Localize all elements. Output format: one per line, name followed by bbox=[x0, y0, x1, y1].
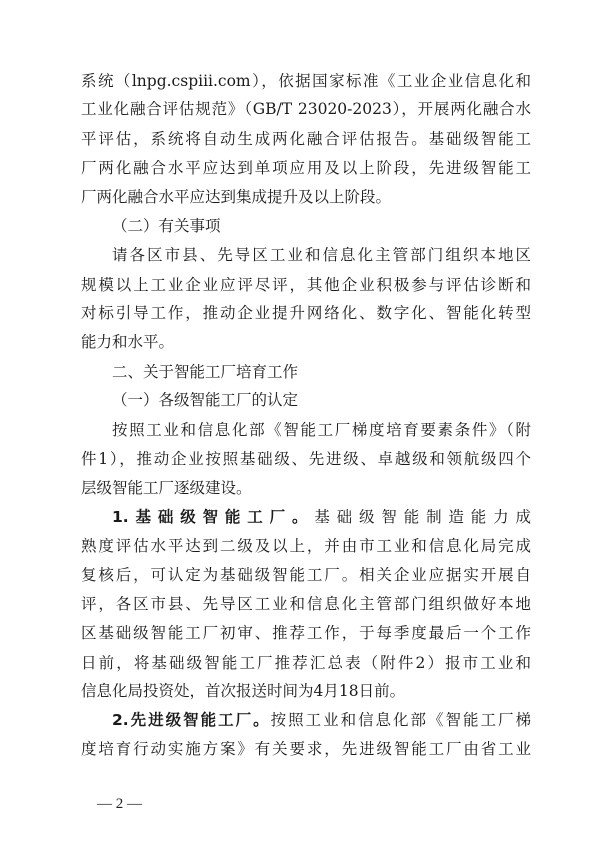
subsection-heading: （一）各级智能工厂的认定 bbox=[112, 391, 299, 409]
text-line: 件1），推动企业按照基础级、先进级、卓越级和领航级四个 bbox=[81, 450, 531, 468]
page-number: — 2 — bbox=[97, 796, 142, 812]
text-line: 复核后，可认定为基础级智能工厂。相关企业应据实开展自 bbox=[81, 566, 531, 584]
text-line: 按照工业和信息化部《智能工厂梯度培育要素条件》（附 bbox=[112, 421, 531, 439]
text-line: 度培育行动实施方案》有关要求，先进级智能工厂由省工业 bbox=[81, 740, 531, 758]
paragraph-start bbox=[112, 710, 531, 730]
section-heading: （二）有关事项 bbox=[112, 217, 221, 235]
text-line: 熟度评估水平达到二级及以上，并由市工业和信息化局完成 bbox=[81, 537, 531, 555]
text-span: 按照工业和信息化部《智能工厂梯 bbox=[270, 711, 531, 729]
text-line: 日前，将基础级智能工厂推荐汇总表（附件2）报市工业和 bbox=[81, 654, 531, 672]
text-line: 层级智能工厂逐级建设。 bbox=[81, 479, 252, 497]
text-line: 规模以上工业企业应评尽评，其他企业积极参与评估诊断和 bbox=[81, 276, 531, 294]
section-heading: 二、关于智能工厂培育工作 bbox=[112, 363, 299, 381]
bold-label: 2.先进级智能工厂。 bbox=[112, 711, 271, 729]
text-line: 系统（lnpg.cspiii.com），依据国家标准《工业企业信息化和 bbox=[81, 72, 531, 90]
paragraph-start bbox=[112, 507, 531, 527]
text-line: 平评估，系统将自动生成两化融合评估报告。基础级智能工 bbox=[81, 130, 531, 148]
text-line: 厂两化融合水平应达到集成提升及以上阶段。 bbox=[81, 188, 392, 206]
text-line: 厂两化融合水平应达到单项应用及以上阶段，先进级智能工 bbox=[81, 159, 531, 177]
text-line: 工业化融合评估规范》（GB/T 23020-2023），开展两化融合水 bbox=[81, 100, 531, 118]
text-span: 基础级智能制造能力成 bbox=[314, 508, 531, 526]
text-line: 对标引导工作，推动企业提升网络化、数字化、智能化转型 bbox=[81, 304, 531, 322]
text-line: 请各区市县、先导区工业和信息化主管部门组织本地区 bbox=[112, 246, 531, 264]
text-line: 评，各区市县、先导区工业和信息化主管部门组织做好本地 bbox=[81, 595, 531, 613]
text-line: 能力和水平。 bbox=[81, 333, 175, 351]
text-line: 信息化局投资处，首次报送时间为4月18日前。 bbox=[81, 682, 406, 700]
bold-label: 1.基础级智能工厂。 bbox=[112, 508, 315, 526]
text-line: 区基础级智能工厂初审、推荐工作，于每季度最后一个工作 bbox=[81, 624, 531, 642]
